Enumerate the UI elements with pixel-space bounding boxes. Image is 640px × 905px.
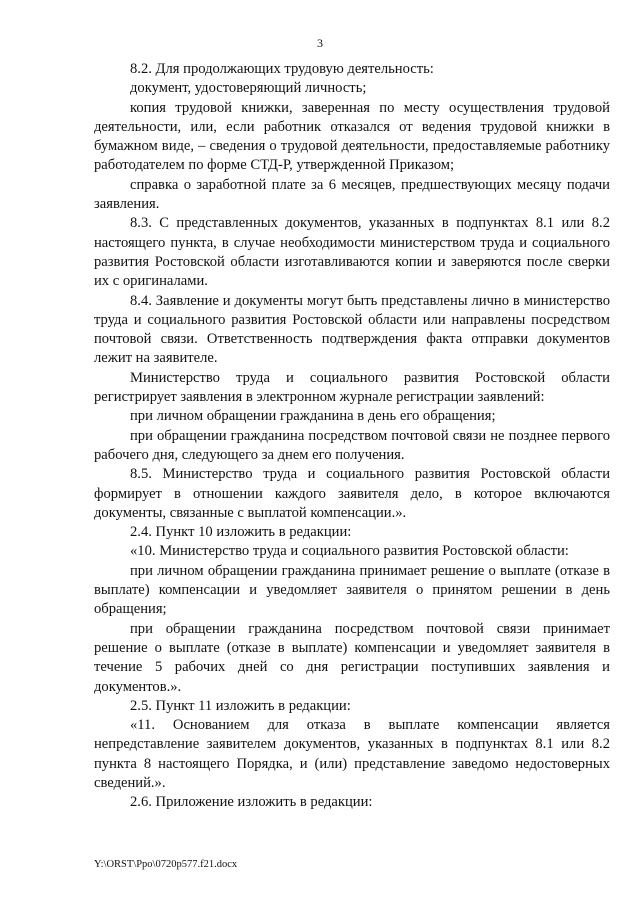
paragraph: «11. Основанием для отказа в выплате компенсации является непредставление заявителем документов, указанных в подпунктах 8.1 или 8.2 пункта 8 настоящего Порядка, и (или) представление заведомо недостоверных сведений.». xyxy=(94,717,610,791)
page-number: 3 xyxy=(317,36,323,50)
paragraph: при личном обращении гражданина в день его обращения; xyxy=(130,408,496,425)
paragraph: копия трудовой книжки, заверенная по месту осуществления трудовой деятельности, или, если работник отказался от ведения трудовой книжки в бумажном виде, – сведения о трудовой деятельности, предоставляемые работнику работодателем по форме СТД-Р, утвержденной Приказом; xyxy=(94,99,610,174)
paragraph: документ, удостоверяющий личность; xyxy=(130,80,367,97)
paragraph: Министерство труда и социального развития Ростовской области регистрирует заявления в электронном журнале регистрации заявлений: xyxy=(94,369,610,406)
paragraph: при личном обращении гражданина принимает решение о выплате (отказе в выплате) компенсации и уведомляет заявителя о принятом решении в день обращения; xyxy=(94,562,610,618)
paragraph: 8.2. Для продолжающих трудовую деятельность: xyxy=(130,61,434,77)
paragraph: 2.6. Приложение изложить в редакции: xyxy=(130,794,373,811)
paragraph: 8.5. Министерство труда и социального развития Ростовской области формирует в отношении каждого заявителя дело, в которое включаются документы, связанные с выплатой компенсации.». xyxy=(94,466,610,521)
paragraph: справка о заработной плате за 6 месяцев, предшествующих месяцу подачи заявления. xyxy=(94,176,610,213)
document-body xyxy=(94,60,610,813)
paragraph: «10. Министерство труда и социального развития Ростовской области: xyxy=(130,543,569,560)
footer-file-path: Y:\ORST\Ppo\0720p577.f21.docx xyxy=(94,859,238,870)
paragraph: 2.4. Пункт 10 изложить в редакции: xyxy=(130,524,352,541)
paragraph: 8.3. С представленных документов, указанных в подпунктах 8.1 или 8.2 настоящего пункта, в случае необходимости министерством труда и социального развития Ростовской области изготавливаются копии и заверяются после сверки их с оригиналами. xyxy=(94,215,610,290)
paragraph: при обращении гражданина посредством почтовой связи принимает решение о выплате (отказе в выплате) компенсации и уведомляет заявителя в течение 5 рабочих дней со дня регистрации поступивших заявления и документов.». xyxy=(94,620,610,695)
paragraph: при обращении гражданина посредством почтовой связи не позднее первого рабочего дня, следующего за днем его получения. xyxy=(94,427,610,463)
paragraph: 8.4. Заявление и документы могут быть представлены лично в министерство труда и социального развития Ростовской области или направлены посредством почтовой связи. Ответственность подтверждения факта отправки документов лежит на заявителе. xyxy=(94,292,610,367)
paragraph: 2.5. Пункт 11 изложить в редакции: xyxy=(130,697,351,714)
